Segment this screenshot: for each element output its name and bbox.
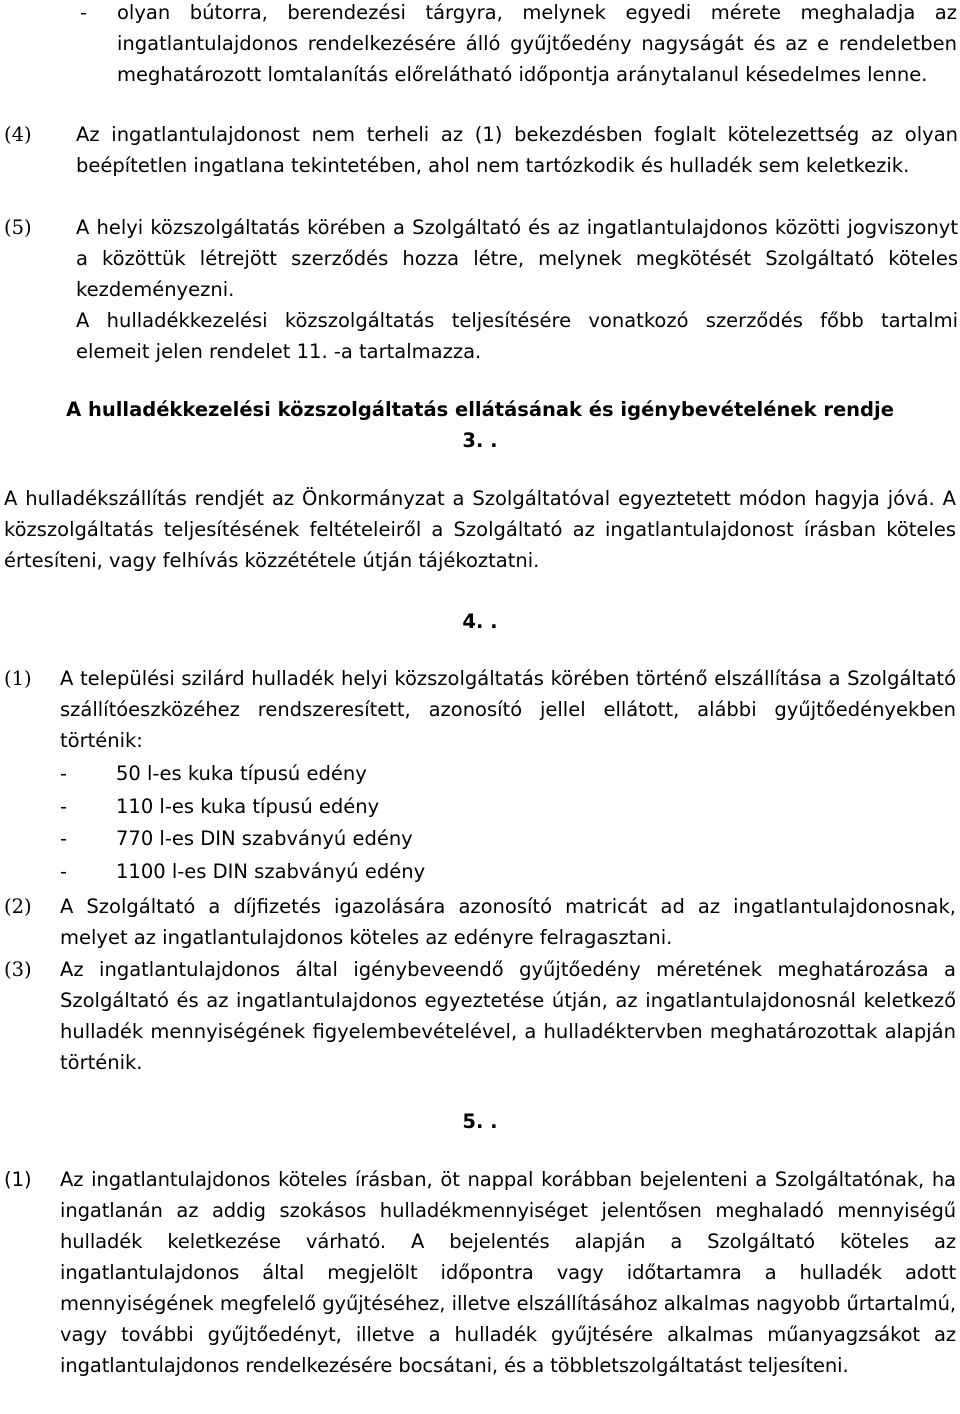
list-dash: - (60, 794, 68, 818)
bin-type-label: 1100 l-es DIN szabványú edény (116, 859, 426, 883)
paragraph-4 (0, 119, 960, 181)
list-dash: - (60, 859, 68, 883)
bin-type-label: 770 l-es DIN szabványú edény (116, 827, 413, 850)
paragraph-text: Az ingatlantulajdonos köteles írásban, öt nappal korábban bejelenteni a Szolgáltatónak, ha ingatlanán az addig szokásos hulladékmennyiséget jelentősen meghaladó mennyiségű hulladék keletkezése várható. A bejelentés alapján a Szolgáltató köteles az ingatlantulajdonos által megjelölt időpontra vagy időtartamra a hulladék adott mennyiségének megfelelő gyűjtéséhez, illetve elszállításához alkalmas nagyobb űrtartalmú, vagy további gyűjtőedényt, illetve a hulladék gyűjtésére alkalmas műanyagzsákot az ingatlantulajdonos rendelkezésére bocsátani, és a többletszolgáltatást teljesíteni. (60, 1168, 956, 1377)
paragraph-marker: (5) (4, 216, 32, 239)
paragraph-marker: (1) (4, 1168, 32, 1191)
bin-type-label: 50 l-es kuka típusú edény (116, 762, 367, 785)
list-item (0, 823, 960, 856)
list-dash: - (80, 1, 88, 24)
list-dash: - (60, 762, 68, 785)
bin-types-list (0, 758, 960, 888)
paragraph-text: A Szolgáltató a díjfizetés igazolására azonosító matricát ad az ingatlantulajdonosnak, melyet az ingatlantulajdonos köteles az edényre felragasztani. (60, 895, 956, 949)
section-heading: A hulladékkezelési közszolgáltatás ellátásának és igénybevételének rendje (66, 398, 894, 421)
section-4-paragraph-2 (0, 891, 960, 953)
paragraph-marker: (4) (4, 123, 32, 146)
list-dash: - (60, 827, 68, 850)
section-3-text: A hulladékszállítás rendjét az Önkormányzat a Szolgáltatóval egyeztetett módon hagyja jóvá. A közszolgáltatás teljesítésének feltételeiről a Szolgáltató az ingatlantulajdonost írásban köteles értesíteni, vagy felhívás közzététele útján tájékoztatni. (4, 487, 956, 572)
paragraph-text: A települési szilárd hulladék helyi közszolgáltatás körében történő elszállítása a Szolgáltató szállítóeszközéhez rendszeresített, azonosító jellel ellátott, alábbi gyűjtőedényekben történik: (60, 667, 956, 752)
paragraph-marker: (2) (4, 895, 32, 918)
list-item (0, 856, 960, 889)
paragraph-marker: (3) (4, 958, 32, 981)
paragraph-text-continued: A hulladékkezelési közszolgáltatás teljesítésére vonatkozó szerződés főbb tartalmi elemeit jelen rendelet 11. -a tartalmazza. (76, 309, 958, 363)
paragraph-text: A helyi közszolgáltatás körében a Szolgáltató és az ingatlantulajdonos közötti jogviszonyt a közöttük létrejött szerződés hozza létre, melynek megkötését Szolgáltató köteles kezdeményezni. (76, 216, 958, 301)
section-4-paragraph-1 (0, 663, 960, 756)
list-item (0, 758, 960, 791)
lomtalanitas-list-item (0, 0, 960, 90)
paragraph-text: Az ingatlantulajdonos által igénybeveendő gyűjtőedény méretének meghatározása a Szolgáltató és az ingatlantulajdonos egyeztetése útján, az ingatlantulajdonosnál keletkező hulladék mennyiségének figyelembevételével, a hulladéktervben meghatározottak alapján történik. (60, 958, 956, 1074)
bin-type-label: 110 l-es kuka típusú edény (116, 794, 380, 818)
section-number-4: 4. . (462, 610, 498, 633)
paragraph-5 (0, 212, 960, 367)
section-number-3: 3. . (462, 429, 498, 452)
list-item (0, 791, 960, 824)
list-item-text: olyan bútorra, berendezési tárgyra, melynek egyedi mérete meghaladja az ingatlantulajdonos rendelkezésére álló gyűjtőedény nagyságát és az e rendeletben meghatározott lomtalanítás előrelátható időpontja aránytalanul késedelmes lenne. (117, 1, 957, 86)
section-4-paragraph-3 (0, 954, 960, 1078)
section-number-5: 5. . (462, 1110, 498, 1133)
section-5-paragraph-1 (0, 1164, 960, 1381)
paragraph-marker: (1) (4, 667, 32, 690)
paragraph-text: Az ingatlantulajdonost nem terheli az (1) bekezdésben foglalt kötelezettség az olyan beépítetlen ingatlana tekintetében, ahol nem tartózkodik és hulladék sem keletkezik. (76, 123, 958, 177)
